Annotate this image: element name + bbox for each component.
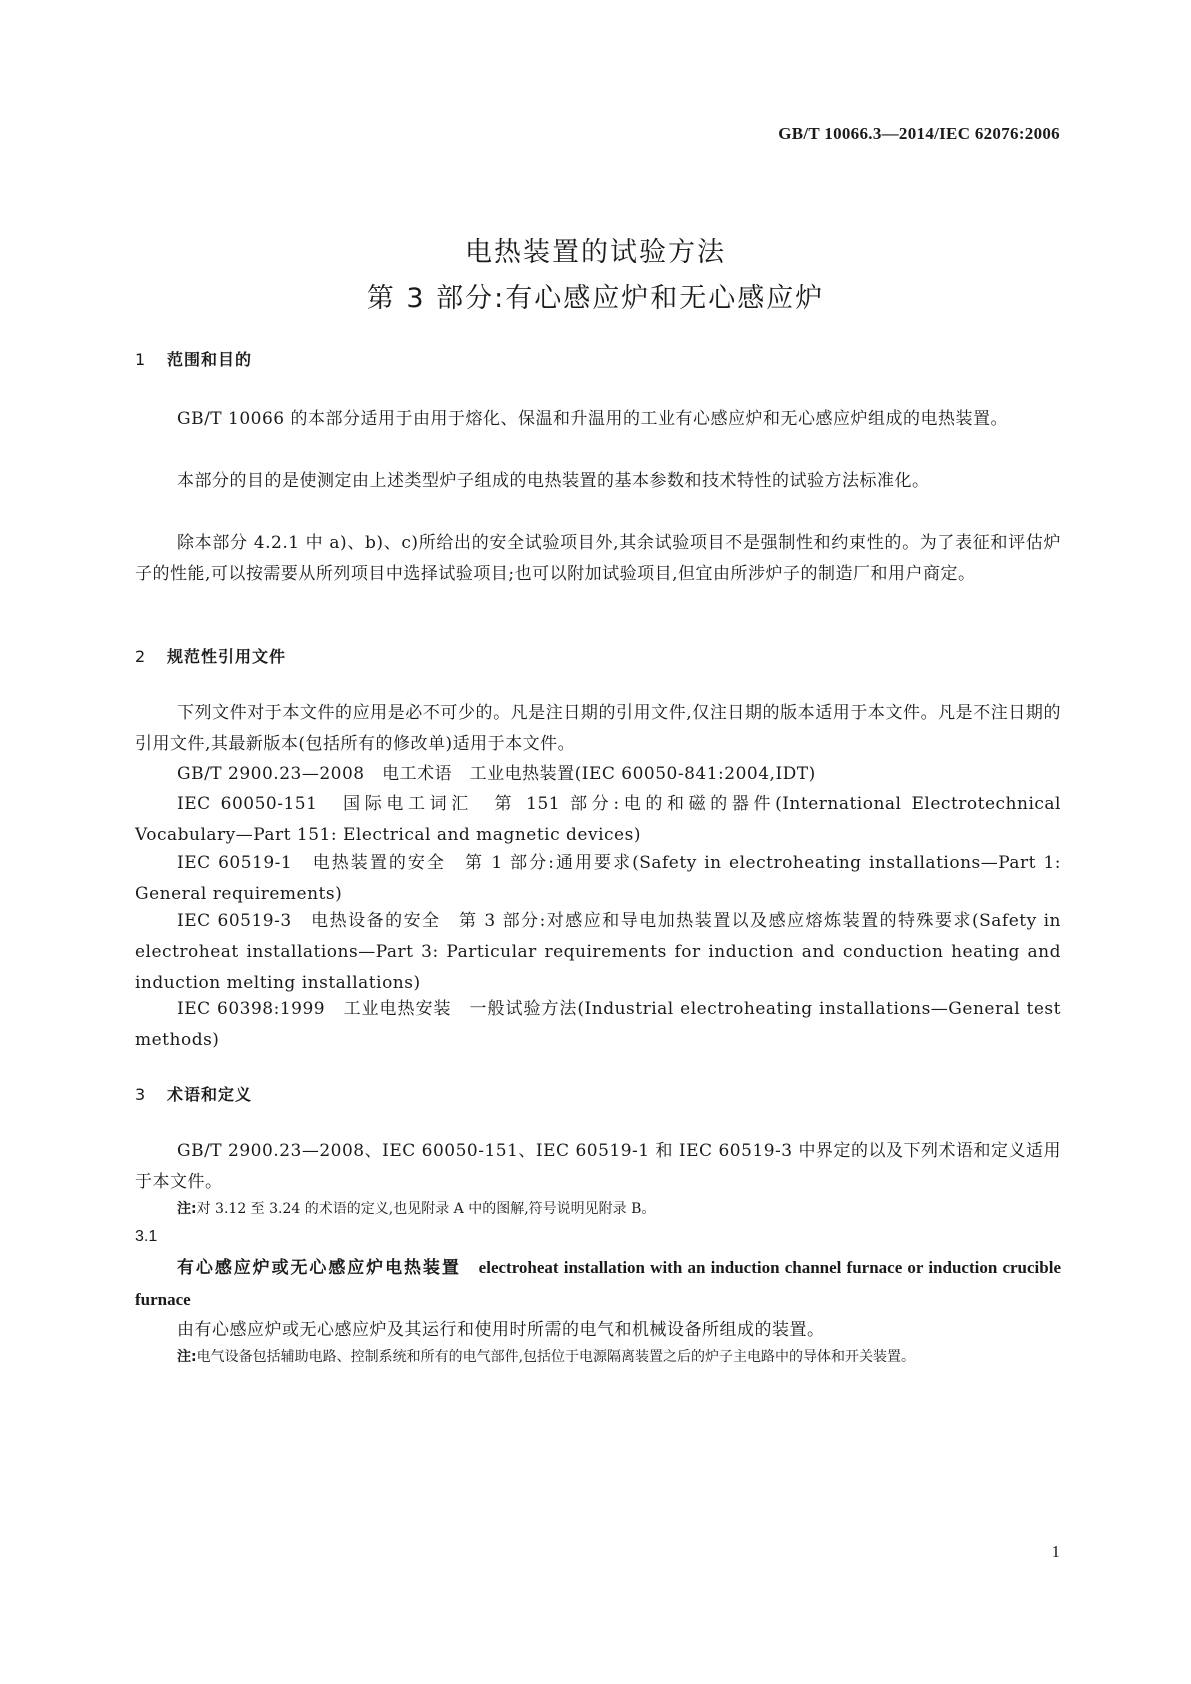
section-title: 规范性引用文件 bbox=[167, 647, 287, 666]
term-entry bbox=[135, 1252, 1061, 1316]
note bbox=[177, 1196, 1061, 1222]
note-text: 电气设备包括辅助电路、控制系统和所有的电气部件,包括位于电源隔离装置之后的炉子主电路中的导体和开关装置。 bbox=[196, 1349, 916, 1365]
section-heading-2 bbox=[135, 644, 286, 667]
section-number: 2 bbox=[135, 647, 147, 666]
document-title-line2: 第 3 部分:有心感应炉和无心感应炉 bbox=[366, 283, 825, 314]
page-number: 1 bbox=[1051, 1542, 1060, 1561]
reference-item: GB/T 2900.23—2008 电工术语 工业电热装置(IEC 60050-841:2004,IDT) bbox=[177, 764, 816, 784]
reference-item: IEC 60519-1 电热装置的安全 第 1 部分:通用要求(Safety in electroheating installations—Part 1: General requirements) bbox=[135, 853, 1061, 904]
term-en: electroheat installation with an induction channel furnace or induction crucible furnace bbox=[135, 1258, 1062, 1309]
note-text: 对 3.12 至 3.24 的术语的定义,也见附录 A 中的图解,符号说明见附录 B。 bbox=[196, 1201, 656, 1217]
term-definition: 由有心感应炉或无心感应炉及其运行和使用时所需的电气和机械设备所组成的装置。 bbox=[177, 1320, 825, 1340]
standard-code: GB/T 10066.3—2014/IEC 62076:2006 bbox=[778, 124, 1060, 143]
section-number: 1 bbox=[135, 350, 147, 369]
note-label: 注: bbox=[177, 1349, 197, 1365]
note-label: 注: bbox=[177, 1201, 197, 1217]
section-title: 范围和目的 bbox=[167, 350, 253, 369]
reference-item: IEC 60050-151 国际电工词汇 第 151 部分:电的和磁的器件(International Electrotechnical Vocabulary—Part 151: Electrical and magnetic devices) bbox=[135, 794, 1061, 845]
term-zh: 有心感应炉或无心感应炉电热装置 bbox=[177, 1258, 461, 1278]
paragraph: GB/T 2900.23—2008、IEC 60050-151、IEC 60519-1 和 IEC 60519-3 中界定的以及下列术语和定义适用于本文件。 bbox=[135, 1141, 1061, 1192]
section-heading-3 bbox=[135, 1082, 252, 1105]
term-number: 3.1 bbox=[135, 1228, 158, 1245]
paragraph: 本部分的目的是使测定由上述类型炉子组成的电热装置的基本参数和技术特性的试验方法标准化。 bbox=[177, 471, 930, 491]
paragraph: 除本部分 4.2.1 中 a)、b)、c)所给出的安全试验项目外,其余试验项目不是强制性和约束性的。为了表征和评估炉子的性能,可以按需要从所列项目中选择试验项目;也可以附加试验项目,但宜由所涉炉子的制造厂和用户商定。 bbox=[135, 533, 1061, 584]
paragraph: 下列文件对于本文件的应用是必不可少的。凡是注日期的引用文件,仅注日期的版本适用于本文件。凡是不注日期的引用文件,其最新版本(包括所有的修改单)适用于本文件。 bbox=[135, 703, 1061, 754]
paragraph: GB/T 10066 的本部分适用于由用于熔化、保温和升温用的工业有心感应炉和无心感应炉组成的电热装置。 bbox=[177, 409, 1009, 429]
section-heading-1 bbox=[135, 347, 252, 370]
section-number: 3 bbox=[135, 1085, 147, 1104]
term-note bbox=[177, 1344, 1061, 1370]
section-title: 术语和定义 bbox=[167, 1085, 253, 1104]
reference-item: IEC 60519-3 电热设备的安全 第 3 部分:对感应和导电加热装置以及感应熔炼装置的特殊要求(Safety in electroheat installations—Part 3: Particular requirements for induction and conduction heating and induction melting installations) bbox=[135, 911, 1061, 993]
document-title-line1: 电热装置的试验方法 bbox=[465, 237, 726, 268]
reference-item: IEC 60398:1999 工业电热安装 一般试验方法(Industrial electroheating installations—General test methods) bbox=[135, 999, 1061, 1050]
